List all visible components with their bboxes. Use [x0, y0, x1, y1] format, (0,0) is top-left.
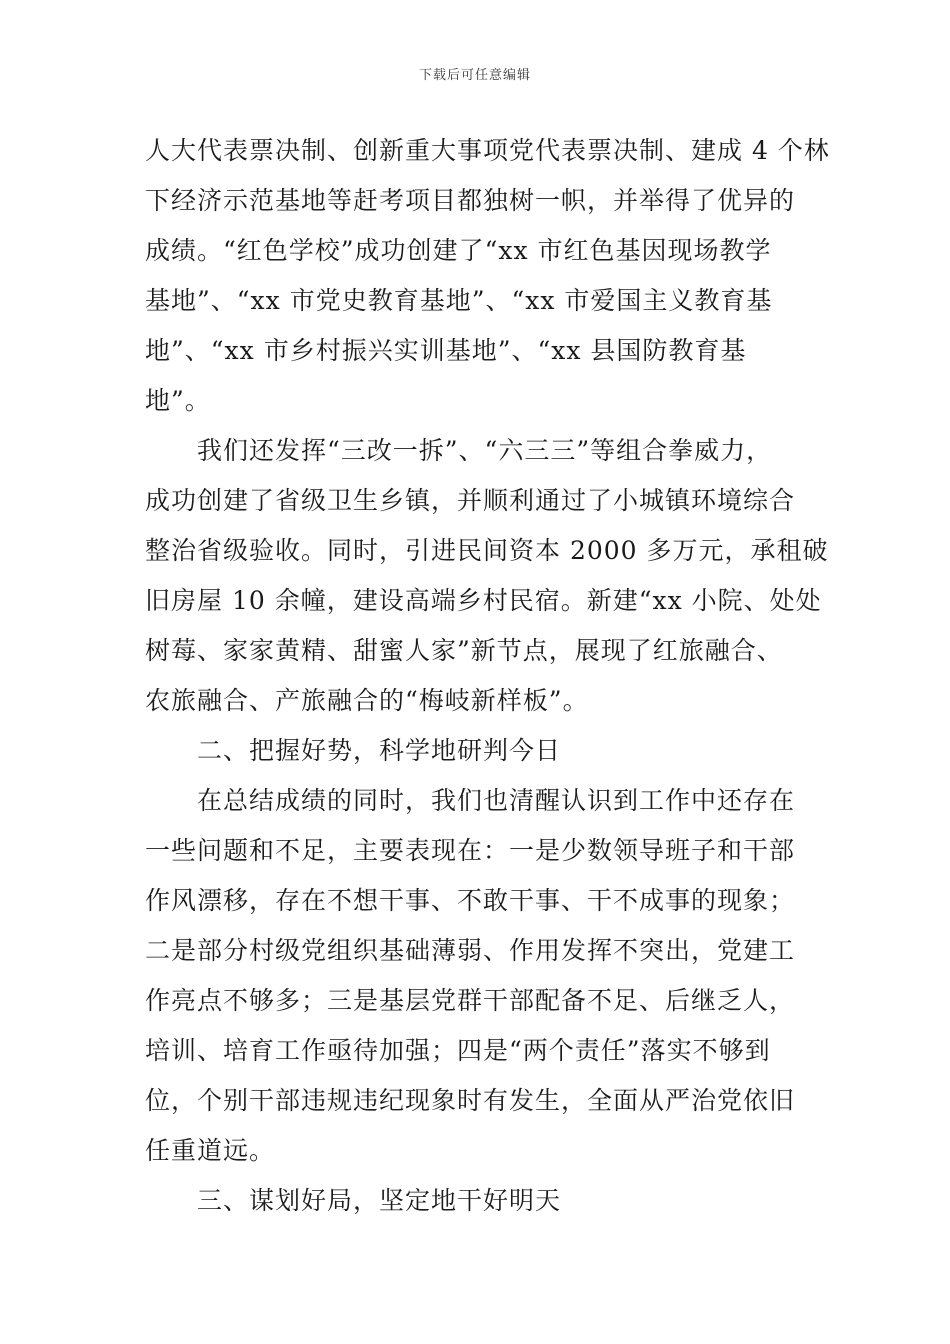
text-line: 二是部分村级党组织基础薄弱、作用发挥不突出，党建工: [145, 936, 796, 965]
text-line: 树莓、家家黄精、甜蜜人家”新节点，展现了红旅融合、: [145, 636, 783, 665]
text-line: 成绩。“红色学校”成功创建了“xx 市红色基因现场教学: [145, 236, 772, 265]
text-line: 地”、“xx 市乡村振兴实训基地”、“xx 县国防教育基: [145, 336, 747, 365]
text-line: 位，个别干部违规违纪现象时有发生，全面从严治党依旧: [145, 1086, 796, 1115]
section-heading-three: 三、谋划好局，坚定地干好明天: [197, 1186, 562, 1215]
paragraph-achievements: [145, 126, 830, 426]
text-line: 旧房屋 10 余幢，建设高端乡村民宿。新建“xx 小院、处处: [145, 586, 822, 615]
text-line: 一些问题和不足，主要表现在：一是少数领导班子和干部: [145, 836, 796, 865]
text-line: 培训、培育工作亟待加强；四是“两个责任”落实不够到: [145, 1036, 771, 1065]
text-line: 农旅融合、产旅融合的“梅岐新样板”。: [145, 686, 589, 715]
text-line: 任重道远。: [145, 1136, 276, 1165]
text-line: 人大代表票决制、创新重大事项党代表票决制、建成 4 个林: [145, 136, 830, 165]
text-line: 成功创建了省级卫生乡镇，并顺利通过了小城镇环境综合: [145, 486, 796, 515]
text-line: 在总结成绩的同时，我们也清醒认识到工作中还存在: [197, 786, 796, 815]
page-header: 下载后可任意编辑: [418, 68, 531, 83]
text-line: 地”。: [145, 386, 211, 415]
text-line: 整治省级验收。同时，引进民间资本 2000 多万元，承租破: [145, 536, 829, 565]
text-line: 我们还发挥“三改一拆”、“六三三”等组合拳威力，: [197, 436, 773, 465]
paragraph-environment: [145, 426, 829, 726]
document-body: [145, 126, 830, 1226]
text-line: 作亮点不够多；三是基层党群干部配备不足、后继乏人，: [145, 986, 796, 1015]
section-heading-two: 二、把握好势，科学地研判今日: [197, 736, 562, 765]
text-line: 基地”、“xx 市党史教育基地”、“xx 市爱国主义教育基: [145, 286, 773, 315]
paragraph-problems: [145, 776, 825, 1176]
text-line: 作风漂移，存在不想干事、不敢干事、干不成事的现象；: [145, 886, 796, 915]
text-line: 下经济示范基地等赶考项目都独树一帜，并举得了优异的: [145, 186, 796, 215]
